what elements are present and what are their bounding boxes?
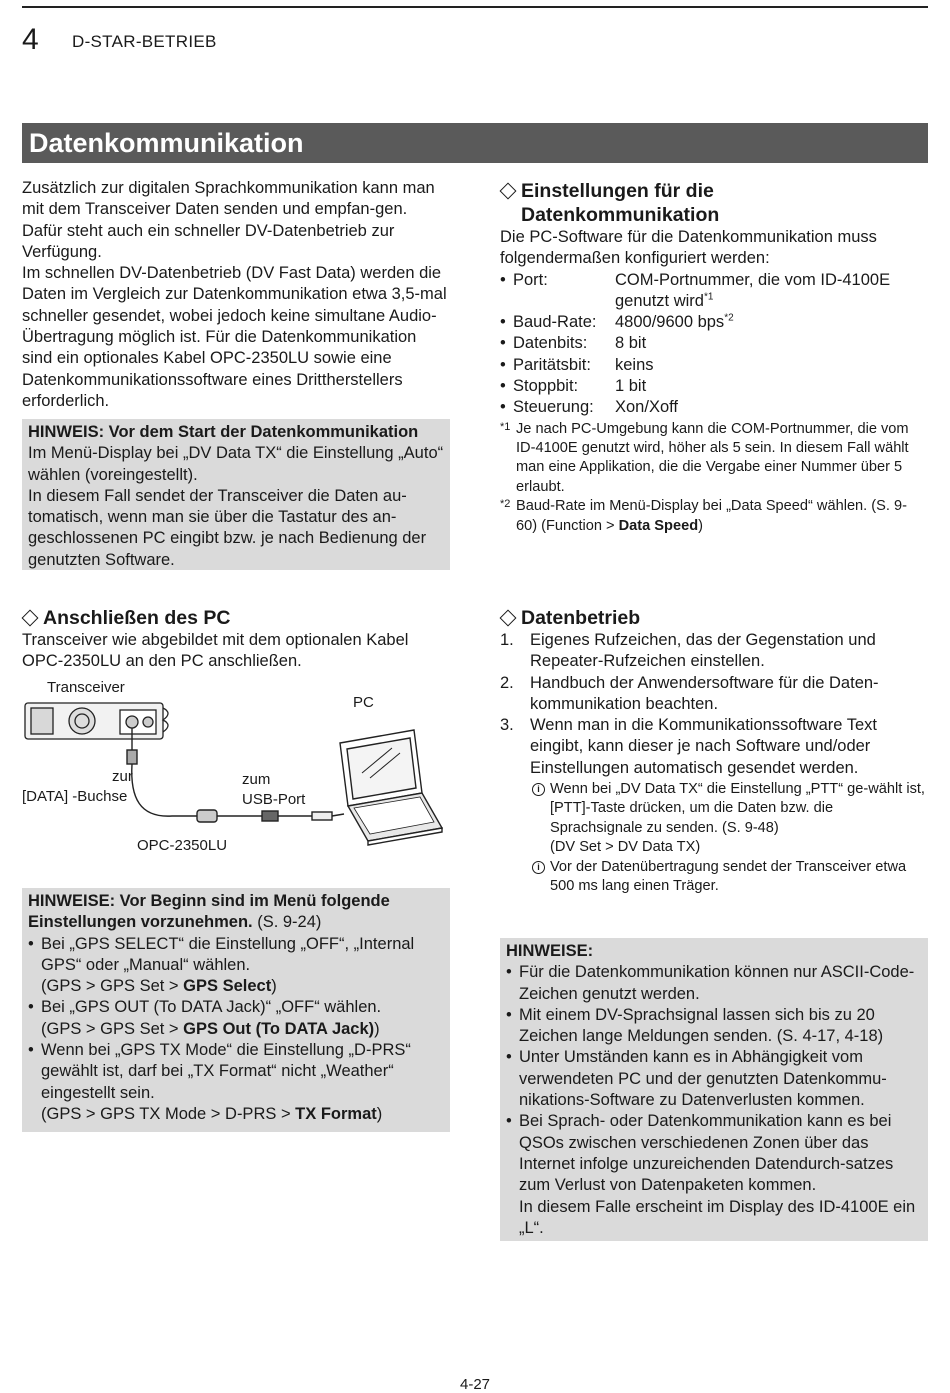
- settings-heading-line-1: Einstellungen für die: [521, 180, 714, 202]
- menu-path-prefix: (GPS > GPS Set >: [41, 977, 184, 996]
- section-title: Datenkommunikation: [22, 123, 928, 163]
- info-item-1: [530, 780, 928, 858]
- step-number: 1.: [500, 631, 514, 649]
- connect-section: [22, 606, 450, 673]
- menu-path-prefix: (GPS > GPS Set >: [41, 1019, 184, 1038]
- settings-row: [500, 270, 928, 313]
- settings-value: [615, 270, 928, 313]
- settings-heading-line-2: Datenkommunikation: [521, 204, 720, 226]
- note-general-item: • Unter Umständen kann es in Abhängigkeit vom verwendeten PC und der genutzten Datenkommu-nikations-Software zu Datenverlusten kommen.: [506, 1047, 922, 1111]
- note-gps-item-text: • Wenn bei „GPS TX Mode“ die Einstellung „D-PRS“ gewählt ist, darf bei „TX Format“ nicht „Weather“ eingestellt sein.: [41, 1041, 411, 1102]
- operation-step: [500, 630, 928, 673]
- settings-key: • Paritätsbit:: [513, 355, 591, 374]
- settings-value-text: Xon/Xoff: [615, 398, 678, 417]
- settings-value: [615, 333, 928, 354]
- footnote-1-text: Je nach PC-Umgebung kann die COM-Portnummer, die vom ID-4100E genutzt wird, höher als 5 sein. In diesem Fall wählt man eine Applikation, die die Vergabe einer Nummer über 5 erlaubt.: [516, 420, 909, 495]
- note-general-list: [506, 962, 922, 1196]
- step-text: Handbuch der Anwendersoftware für die Daten-kommunikation beachten.: [530, 673, 879, 713]
- step-number: 2.: [500, 673, 514, 692]
- note-gps-box: [22, 888, 450, 1132]
- note-gps-title-ref: (S. 9-24): [252, 913, 322, 932]
- settings-row-pair: [513, 397, 928, 418]
- label-usb-port: USB-Port: [242, 791, 306, 808]
- note-general-tail: In diesem Falle erscheint im Display des ID-4100E ein „L“.: [519, 1197, 916, 1237]
- note-general-item: • Mit einem DV-Sprachsignal lassen sich bis zu 20 Zeichen lange Meldungen senden. (S. 4-17, 4-18): [506, 1005, 922, 1048]
- footnote-2-mark: *2: [500, 498, 511, 511]
- operation-step: [500, 673, 928, 716]
- intro-paragraph-2: Im schnellen DV-Datenbetrieb (DV Fast Data) werden die Daten im Vergleich zur Datenkommunikation etwa 3,5-mal schneller gesendet, wobei jedoch keine simultane Audio-Übertragung möglich ist. Für die Datenkommunikation sind ein optionales Kabel OPC-2350LU sowie eine Datenkommunikationssoftware eines Drittherstellers erforderlich.: [22, 264, 447, 410]
- top-rule: [22, 6, 928, 8]
- info-item-2: [530, 858, 928, 897]
- step-number: 3.: [500, 716, 514, 735]
- note-gps-item-path: [41, 976, 444, 997]
- settings-value-text: keins: [615, 355, 654, 374]
- settings-key: • Port:: [513, 270, 548, 289]
- note-gps-item-path: [41, 1019, 444, 1040]
- chapter-title: D-STAR-BETRIEB: [72, 32, 217, 51]
- note-gps-title: HINWEISE: Vor Beginn sind im Menü folgende Einstellungen vorzunehmen.: [28, 892, 390, 932]
- settings-value-text: 1 bit: [615, 377, 647, 396]
- chapter-number: 4: [22, 23, 39, 56]
- step-text: Wenn man in die Kommunikationssoftware Text eingibt, kann dieser je nach Software und/oder Einstellungen automatisch gesendet werden.: [530, 716, 877, 777]
- footnote-2: [500, 497, 928, 536]
- label-zur: zur: [112, 768, 133, 785]
- diagram-drawing: [22, 678, 462, 860]
- footnote-1-mark: *1: [500, 420, 511, 433]
- note-general-item: • Bei Sprach- oder Datenkommunikation kann es bei QSOs zwischen verschiedenen Zonen über das Internet infolge unzureichenden Datendurch-satzes zum Verlust von Datenpaketen kommen.: [506, 1111, 922, 1196]
- settings-row: [500, 397, 928, 418]
- note-gps-item: [28, 1040, 444, 1125]
- settings-value-text: COM-Portnummer, die vom ID-4100E genutzt wird: [615, 270, 891, 310]
- footnote-2-end: ): [698, 517, 703, 534]
- info-item-1-text: Wenn bei „DV Data TX“ die Einstellung „PTT“ ge-wählt ist, [PTT]-Taste drücken, um die Daten bzw. die Sprachsignale zu senden. (S. 9-48): [550, 781, 925, 836]
- connection-diagram: [22, 678, 462, 860]
- settings-row-pair: [513, 270, 928, 313]
- operation-steps: [500, 630, 928, 779]
- note-general-item: • Für die Datenkommunikation können nur ASCII-Code-Zeichen genutzt werden.: [506, 962, 922, 1005]
- settings-footnote-ref: *1: [703, 291, 714, 303]
- note-general-title: HINWEISE:: [506, 942, 594, 960]
- settings-row-pair: [513, 312, 928, 333]
- page-number: 4-27: [459, 1376, 491, 1393]
- menu-path-bold: TX Format: [295, 1104, 377, 1123]
- settings-key: • Datenbits:: [513, 334, 588, 353]
- label-cable: OPC-2350LU: [137, 837, 228, 854]
- settings-key: • Steuerung:: [513, 398, 594, 417]
- note-start-box: [22, 419, 450, 570]
- settings-row-pair: [513, 355, 928, 376]
- operation-step: [500, 715, 928, 779]
- connect-text: Transceiver wie abgebildet mit dem optionalen Kabel OPC-2350LU an den PC anschließen.: [22, 631, 409, 671]
- settings-row-pair: [513, 333, 928, 354]
- settings-value: [615, 355, 928, 376]
- settings-list: [500, 270, 928, 419]
- step-text: Eigenes Rufzeichen, das der Gegenstation und Repeater-Rufzeichen einstellen.: [530, 631, 876, 671]
- note-general-box: [500, 938, 928, 1241]
- settings-row-pair: [513, 376, 928, 397]
- settings-key: • Baud-Rate:: [513, 313, 597, 332]
- connect-heading-text: Anschließen des PC: [43, 607, 231, 629]
- menu-path-bold: GPS Out (To DATA Jack): [183, 1019, 375, 1038]
- operation-info: [530, 780, 928, 896]
- settings-footnotes: [500, 420, 928, 536]
- settings-intro: Die PC-Software für die Datenkommunikation muss folgendermaßen konfiguriert werden:: [500, 228, 877, 268]
- settings-heading: [500, 179, 928, 227]
- menu-path-end: ): [376, 1104, 383, 1123]
- settings-value: [615, 376, 928, 397]
- laptop-drawing: [340, 730, 442, 845]
- settings-section: [500, 179, 928, 536]
- transceiver-drawing: [25, 703, 168, 739]
- intro-text: [22, 178, 450, 412]
- settings-footnote-ref: *2: [724, 312, 734, 324]
- info-item-1-path: (DV Set > DV Data TX): [550, 839, 701, 856]
- info-item-2-text: Vor der Datenübertragung sendet der Transceiver etwa 500 ms lang einen Träger.: [550, 858, 907, 895]
- footnote-2-text: Baud-Rate im Menü-Display bei „Data Speed“ wählen. (S. 9-60) (Function >: [516, 498, 907, 534]
- footnote-2-bold: Data Speed: [618, 517, 699, 534]
- operation-section: [500, 606, 928, 897]
- intro-paragraph-1: Zusätzlich zur digitalen Sprachkommunikation kann man mit dem Transceiver Daten senden und empfan-gen. Dafür steht auch ein schneller DV-Datenbetrieb zur Verfügung.: [22, 179, 435, 261]
- menu-path-prefix: (GPS > GPS TX Mode > D-PRS >: [41, 1104, 296, 1123]
- note-gps-title-wrap: [28, 891, 444, 934]
- settings-row: [500, 312, 928, 333]
- settings-row: [500, 355, 928, 376]
- info-icon: i: [532, 783, 545, 796]
- label-data-jack: [DATA] -Buchse: [22, 788, 128, 805]
- note-start-paragraph-1: Im Menü-Display bei „DV Data TX“ die Einstellung „Auto“ wählen (voreingestellt).: [28, 444, 444, 484]
- note-gps-item-text: • Bei „GPS SELECT“ die Einstellung „OFF“, „Internal GPS“ oder „Manual“ wählen.: [41, 934, 415, 974]
- note-start-paragraph-2: In diesem Fall sendet der Transceiver die Daten au-tomatisch, wenn man sie über die Tastatur des an-geschlossenen PC eingibt bzw. je nach Bedienung der genutzten Software.: [28, 486, 427, 569]
- settings-row: [500, 376, 928, 397]
- diamond-icon: [500, 183, 517, 200]
- note-start-title: HINWEIS: Vor dem Start der Datenkommunikation: [28, 423, 419, 441]
- label-transceiver: Transceiver: [47, 679, 125, 696]
- connect-heading: [22, 606, 450, 630]
- diamond-icon: [22, 610, 39, 627]
- settings-value: [615, 312, 928, 333]
- settings-value-text: 4800/9600 bps: [615, 313, 725, 332]
- label-pc: PC: [353, 694, 374, 711]
- note-gps-item-text: • Bei „GPS OUT (To DATA Jack)“ „OFF“ wählen.: [41, 998, 382, 1017]
- menu-path-end: ): [271, 977, 277, 996]
- settings-key: • Stoppbit:: [513, 377, 579, 396]
- note-gps-item-path: [41, 1104, 444, 1125]
- note-gps-list: [28, 934, 444, 1126]
- operation-heading: [500, 606, 928, 630]
- note-gps-item: [28, 934, 444, 998]
- settings-value-text: 8 bit: [615, 334, 647, 353]
- info-icon: i: [532, 861, 545, 874]
- menu-path-end: ): [374, 1019, 380, 1038]
- settings-value: [615, 397, 928, 418]
- label-zum: zum: [242, 771, 271, 788]
- footnote-1: [500, 420, 928, 498]
- cable-drawing: [127, 728, 344, 822]
- diamond-icon: [500, 610, 517, 627]
- note-gps-item: [28, 997, 444, 1040]
- operation-heading-text: Datenbetrieb: [521, 607, 641, 629]
- menu-path-bold: GPS Select: [183, 977, 272, 996]
- settings-row: [500, 333, 928, 354]
